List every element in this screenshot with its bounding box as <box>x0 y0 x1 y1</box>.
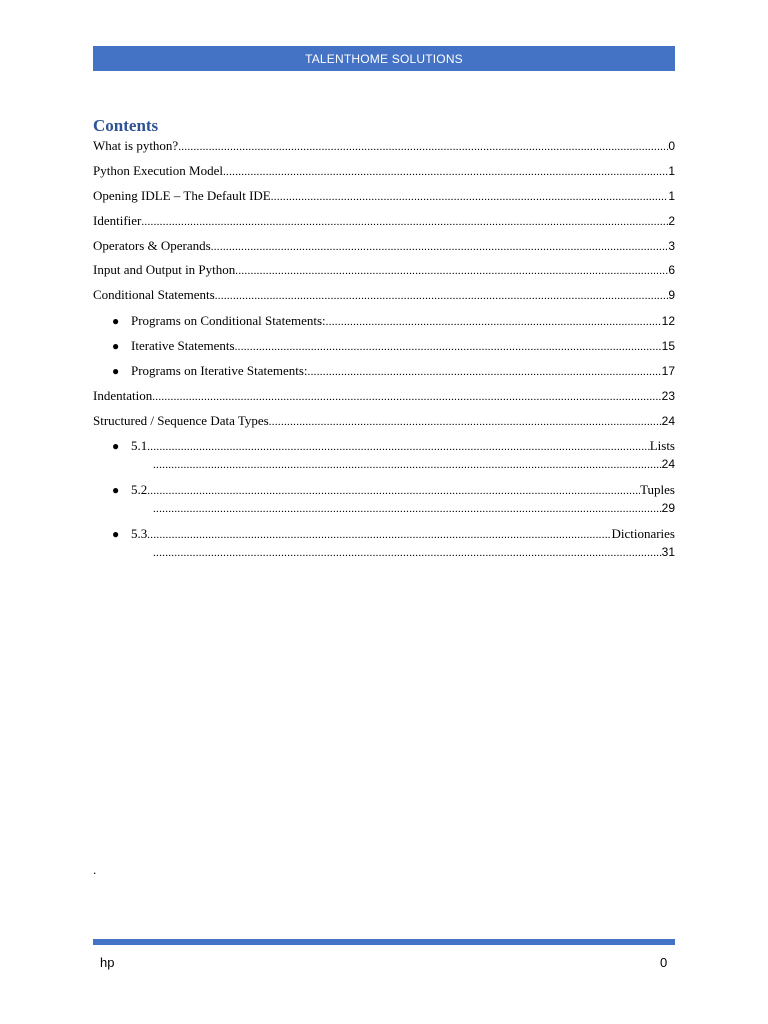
toc-entry[interactable] <box>93 137 675 156</box>
toc-entry-label: Programs on Conditional Statements: <box>131 313 326 328</box>
dot-leader <box>141 213 668 231</box>
toc-entry[interactable] <box>93 187 675 206</box>
toc-entry-page: 9 <box>668 288 675 302</box>
footer-rule <box>93 939 675 945</box>
toc-entry-number: 5.2 <box>131 482 148 497</box>
toc-entry-page: 29 <box>661 501 675 515</box>
dot-leader <box>269 413 662 431</box>
toc-entry-page: 17 <box>661 364 675 378</box>
toc-entry-label: Identifier <box>93 213 142 228</box>
toc-entry-label: Structured / Sequence Data Types <box>93 413 269 428</box>
bullet-icon: ● <box>112 483 120 497</box>
toc-entry-page: 2 <box>668 214 675 228</box>
footer-page-number: 0 <box>660 955 668 970</box>
dot-leader <box>211 238 669 256</box>
toc-subentry-continuation <box>153 543 675 562</box>
dot-leader <box>223 163 668 181</box>
dot-leader <box>152 388 661 406</box>
dot-leader <box>308 363 662 381</box>
toc-entry-page: 15 <box>661 339 675 353</box>
toc-entry[interactable] <box>93 162 675 181</box>
header-title: TALENTHOME SOLUTIONS <box>305 51 463 66</box>
bullet-icon: ● <box>112 439 120 453</box>
toc-entry[interactable] <box>93 286 675 305</box>
footer-author: hp <box>100 955 115 970</box>
dot-leader <box>326 313 662 331</box>
dot-leader <box>147 438 649 456</box>
toc-entry-page: 24 <box>661 457 675 471</box>
toc-subentry-continuation <box>153 499 675 518</box>
toc-entry-page: 1 <box>668 164 675 178</box>
dot-leader <box>235 262 668 280</box>
bullet-icon: ● <box>112 527 120 541</box>
toc-entry-label: Input and Output in Python <box>93 262 236 277</box>
toc-entry-page: 0 <box>668 139 675 153</box>
toc-entry-label: Conditional Statements <box>93 287 215 302</box>
dot-leader <box>153 500 662 518</box>
page-header <box>93 46 675 71</box>
toc-entry-title: Tuples <box>640 482 675 497</box>
toc-subentry[interactable] <box>112 525 675 544</box>
toc-subentry[interactable] <box>112 437 675 456</box>
dot-leader <box>153 544 662 562</box>
toc-entry-label: Operators & Operands <box>93 238 211 253</box>
toc-entry[interactable] <box>93 387 675 406</box>
dot-leader <box>147 526 611 544</box>
toc-subentry[interactable] <box>112 312 675 331</box>
dot-leader <box>178 138 668 156</box>
toc-entry[interactable] <box>93 261 675 280</box>
bullet-icon: ● <box>112 339 120 353</box>
toc-entry[interactable] <box>93 237 675 256</box>
toc-entry-label: Iterative Statements <box>131 338 235 353</box>
toc-entry-page: 23 <box>661 389 675 403</box>
toc-subentry[interactable] <box>112 337 675 356</box>
dot-leader <box>147 482 640 500</box>
toc-entry-page: 24 <box>661 414 675 428</box>
bullet-icon: ● <box>112 364 120 378</box>
toc-entry[interactable] <box>93 412 675 431</box>
dot-leader <box>215 287 669 305</box>
toc-entry-title: Dictionaries <box>611 526 675 541</box>
toc-heading: Contents <box>93 116 159 135</box>
toc-entry-label: Indentation <box>93 388 153 403</box>
toc-entry-label: Opening IDLE – The Default IDE <box>93 188 271 203</box>
dot-leader <box>235 338 662 356</box>
toc-entry-label: Python Execution Model <box>93 163 223 178</box>
toc-entry-title: Lists <box>649 438 675 453</box>
toc-entry[interactable] <box>93 212 675 231</box>
toc-entry-label: What is python? <box>93 138 179 153</box>
toc-subentry-continuation <box>153 455 675 474</box>
toc-entry-page: 6 <box>668 263 675 277</box>
dot-leader <box>271 188 669 206</box>
bullet-icon: ● <box>112 314 120 328</box>
toc-subentry[interactable] <box>112 481 675 500</box>
toc-entry-number: 5.3 <box>131 526 148 541</box>
toc-subentry[interactable] <box>112 362 675 381</box>
toc-entry-page: 12 <box>661 314 675 328</box>
toc-entry-number: 5.1 <box>131 438 148 453</box>
toc-entry-page: 3 <box>668 239 675 253</box>
dot-leader <box>153 456 662 474</box>
toc-entry-label: Programs on Iterative Statements: <box>131 363 308 378</box>
toc-entry-page: 1 <box>668 189 675 203</box>
body-text-dot: . <box>93 862 97 877</box>
toc-entry-page: 31 <box>661 545 675 559</box>
